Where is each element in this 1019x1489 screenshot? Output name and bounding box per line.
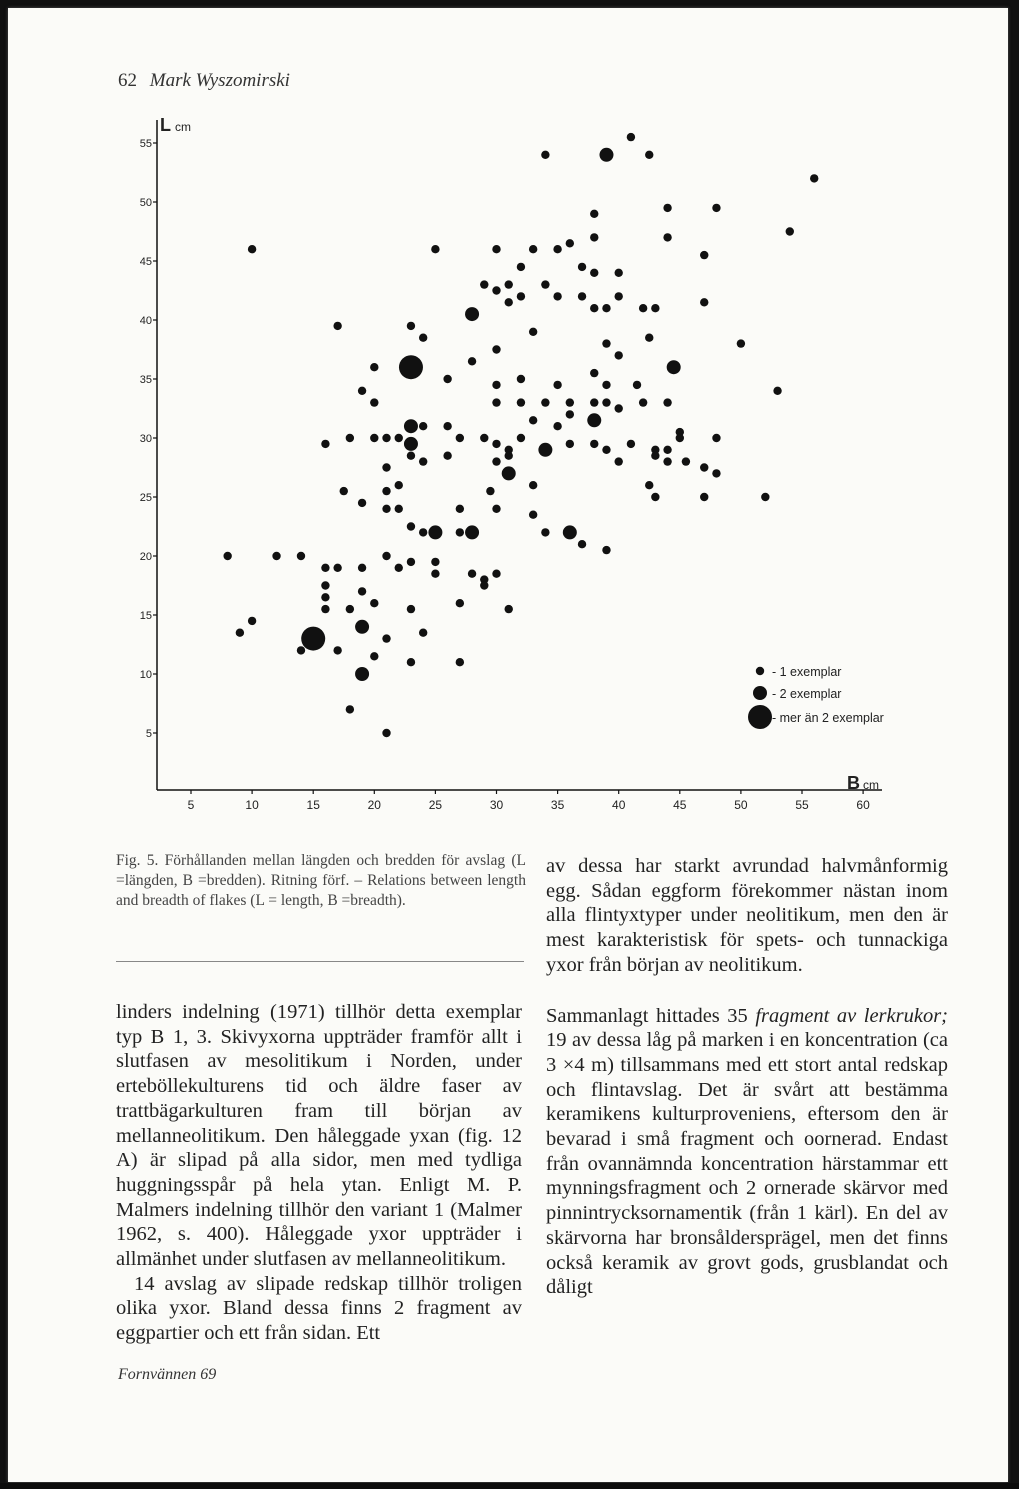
data-point (340, 487, 348, 495)
data-point (651, 452, 659, 460)
data-point (407, 322, 415, 330)
data-point (428, 525, 442, 539)
data-point (663, 398, 671, 406)
data-point (676, 434, 684, 442)
data-point (321, 593, 329, 601)
data-point (431, 245, 439, 253)
data-point (578, 263, 586, 271)
data-point (505, 452, 513, 460)
data-point (480, 434, 488, 442)
data-point (587, 413, 601, 427)
data-point (399, 355, 423, 379)
data-point (615, 269, 623, 277)
data-point (404, 419, 418, 433)
data-point (382, 463, 390, 471)
data-point (492, 381, 500, 389)
y-tick-label: 20 (139, 551, 152, 563)
data-point (627, 133, 635, 141)
data-point (358, 499, 366, 507)
figure-caption: Fig. 5. Förhållanden mellan längden och bredden för avslag (L =längden, B =bredden). Ritning förf. – Relations between length and breadth of flakes (L = length, B =breadth). (116, 852, 526, 909)
y-axis-label: Lcm (160, 115, 191, 135)
data-point (553, 381, 561, 389)
divider-rule (116, 961, 524, 962)
data-point (419, 334, 427, 342)
data-point (355, 667, 369, 681)
data-point (404, 437, 418, 451)
data-point (517, 434, 525, 442)
data-point (301, 627, 325, 651)
data-point (566, 239, 574, 247)
legend-marker (756, 667, 764, 675)
data-point (682, 457, 690, 465)
right-column (546, 854, 948, 1300)
data-point (700, 463, 708, 471)
data-point (407, 558, 415, 566)
data-point (645, 481, 653, 489)
data-point (700, 251, 708, 259)
data-point (590, 233, 598, 241)
data-point (651, 304, 659, 312)
data-point (553, 422, 561, 430)
data-point (529, 481, 537, 489)
author-name: Mark Wyszomirski (149, 70, 290, 91)
data-point (272, 552, 280, 560)
right-paragraph-2-italic: fragment av lerkrukor; (755, 1004, 949, 1027)
data-point (712, 204, 720, 212)
data-point (492, 570, 500, 578)
data-point (456, 505, 464, 513)
data-point (712, 469, 720, 477)
data-point (465, 525, 479, 539)
data-point (370, 652, 378, 660)
y-tick-label: 5 (145, 728, 152, 740)
data-point (529, 328, 537, 336)
data-point (645, 334, 653, 342)
data-point (737, 339, 745, 347)
y-tick-label: 25 (139, 492, 152, 504)
y-tick-label: 50 (139, 197, 152, 209)
x-tick-label: 55 (795, 798, 809, 812)
data-point (590, 269, 598, 277)
data-point (590, 440, 598, 448)
data-point (355, 620, 369, 634)
x-tick-label: 35 (550, 798, 565, 812)
x-tick-label: 60 (856, 798, 870, 812)
data-point (529, 416, 537, 424)
data-point (541, 151, 549, 159)
data-point (651, 493, 659, 501)
data-point (480, 280, 488, 288)
data-point (492, 245, 500, 253)
data-point (236, 629, 244, 637)
x-tick-label: 40 (612, 798, 626, 812)
data-point (465, 307, 479, 321)
data-point (456, 599, 464, 607)
data-point (700, 493, 708, 501)
data-point (431, 558, 439, 566)
data-point (645, 151, 653, 159)
x-axis-label: Bcm (847, 773, 879, 793)
scan-edge (0, 1483, 1019, 1489)
data-point (541, 280, 549, 288)
data-point (248, 245, 256, 253)
data-point (663, 233, 671, 241)
data-point (492, 457, 500, 465)
data-point (578, 540, 586, 548)
data-point (639, 398, 647, 406)
data-point (346, 705, 354, 713)
data-point (786, 227, 794, 235)
data-point (517, 375, 525, 383)
data-point (321, 581, 329, 589)
y-tick-label: 45 (139, 256, 152, 268)
x-tick-label: 30 (489, 798, 504, 812)
data-point (382, 487, 390, 495)
data-point (321, 440, 329, 448)
data-point (382, 552, 390, 560)
data-point (602, 546, 610, 554)
data-point (633, 381, 641, 389)
data-point (615, 404, 623, 412)
y-tick-label: 55 (139, 138, 152, 150)
page-number: 62 (118, 70, 137, 91)
data-point (346, 605, 354, 613)
data-point (395, 481, 403, 489)
legend-marker (753, 686, 767, 700)
data-point (602, 304, 610, 312)
data-point (541, 398, 549, 406)
data-point (382, 729, 390, 737)
data-point (370, 434, 378, 442)
data-point (382, 434, 390, 442)
data-point (395, 434, 403, 442)
data-point (407, 522, 415, 530)
x-tick-label: 5 (187, 798, 195, 812)
data-point (773, 387, 781, 395)
data-point (346, 434, 354, 442)
data-point (407, 658, 415, 666)
data-point (590, 369, 598, 377)
data-point (563, 525, 577, 539)
data-point (627, 440, 635, 448)
data-point (382, 505, 390, 513)
x-tick-label: 15 (306, 798, 320, 812)
data-point (517, 292, 525, 300)
y-tick-label: 30 (139, 433, 152, 445)
data-point (505, 298, 513, 306)
right-paragraph-1: av dessa har starkt avrundad halvmånformig egg. Sådan eggform förekommer nästan inom alla flintyxtyper under neolitikum, men den är mest karakteristisk för spets- och tunnackiga yxor från början av neolitikum. (546, 855, 948, 976)
data-point (382, 634, 390, 642)
data-point (248, 617, 256, 625)
left-column (116, 1000, 522, 1346)
data-point (395, 564, 403, 572)
y-tick-label: 15 (139, 610, 152, 622)
data-point (407, 605, 415, 613)
data-point (468, 570, 476, 578)
data-point (602, 398, 610, 406)
data-point (480, 581, 488, 589)
data-point (615, 457, 623, 465)
data-point (492, 440, 500, 448)
data-point (505, 605, 513, 613)
data-point (578, 292, 586, 300)
data-point (486, 487, 494, 495)
x-tick-label: 50 (734, 798, 748, 812)
y-tick-label: 10 (139, 669, 152, 681)
data-point (602, 381, 610, 389)
journal-footer: Fornvännen 69 (118, 1366, 217, 1383)
data-point (370, 599, 378, 607)
data-point (407, 452, 415, 460)
legend-label: - 2 exemplar (772, 687, 842, 701)
left-paragraph-1: linders indelning (1971) tillhör detta exemplar typ B 1, 3. Skivyxorna uppträder framför allt i slutfasen av mesolitikum i Norden, under erteböllekulturens tid och äldre faser av trattbägarkulturen fram till början av mellanneolitikum. Den håleggade yxan (fig. 12 A) är slipad på alla sidor, men med tydliga huggningsspår på hela ytan. Enligt M. P. Malmers indelning tillhör den variant 1 (Malmer 1962, s. 400). Håleggade yxor uppträder i allmänhet under slutfasen av mellanneolitikum. (116, 1001, 522, 1271)
data-point (443, 375, 451, 383)
data-point (602, 446, 610, 454)
data-point (443, 422, 451, 430)
data-point (663, 446, 671, 454)
data-point (590, 398, 598, 406)
data-point (615, 292, 623, 300)
data-point (602, 339, 610, 347)
data-point (223, 552, 231, 560)
data-point (297, 552, 305, 560)
x-tick-label: 25 (428, 798, 443, 812)
x-tick-label: 20 (367, 798, 381, 812)
data-point (810, 174, 818, 182)
data-point (333, 322, 341, 330)
data-point (663, 457, 671, 465)
data-point (456, 434, 464, 442)
data-point (529, 511, 537, 519)
legend-label: - 1 exemplar (772, 665, 842, 679)
data-point (431, 570, 439, 578)
data-point (419, 528, 427, 536)
y-tick-label: 35 (139, 374, 152, 386)
data-point (321, 605, 329, 613)
data-point (615, 351, 623, 359)
data-point (370, 398, 378, 406)
data-point (566, 440, 574, 448)
data-point (370, 363, 378, 371)
data-point (358, 564, 366, 572)
y-tick-label: 40 (139, 315, 152, 327)
right-paragraph-2-start: Sammanlagt hittades 35 (546, 1004, 756, 1027)
data-point (566, 410, 574, 418)
data-point (566, 398, 574, 406)
data-point (492, 398, 500, 406)
data-point (419, 629, 427, 637)
data-point (492, 345, 500, 353)
data-point (700, 298, 708, 306)
left-paragraph-2: 14 avslag av slipade redskap tillhör troligen olika yxor. Bland dessa finns 2 fragment av eggpartier och ett från sidan. Ett (116, 1272, 522, 1345)
data-point (599, 148, 613, 162)
data-point (590, 304, 598, 312)
data-point (553, 292, 561, 300)
data-point (663, 204, 671, 212)
data-point (468, 357, 476, 365)
data-point (419, 422, 427, 430)
data-point (667, 360, 681, 374)
data-point (502, 466, 516, 480)
data-point (538, 443, 552, 457)
legend-label: - mer än 2 exemplar (772, 711, 884, 725)
data-point (517, 398, 525, 406)
data-point (333, 646, 341, 654)
data-point (712, 434, 720, 442)
x-tick-label: 10 (245, 798, 259, 812)
legend-marker (748, 705, 772, 729)
data-point (492, 286, 500, 294)
data-point (321, 564, 329, 572)
data-point (297, 646, 305, 654)
right-paragraph-2 (546, 1004, 948, 1300)
right-paragraph-2-end: 19 av dessa låg på marken i en koncentration (ca 3 ×4 m) tillsammans med ett stort antal redskap och flintavslag. Det är svårt att bestämma keramikens kulturproveniens, eftersom den är bevarad i små fragment och oornerad. Endast från ovannämnda koncentration härstammar ett mynningsfragment och 2 ornerade skärvor med pinnintrycksornamentik (från 1 kärl). En del av skärvorna har bronsåldersprägel, men det finns också keramik av grovt gods, grusblandat och dåligt (546, 1029, 948, 1299)
data-point (333, 564, 341, 572)
data-point (541, 528, 549, 536)
data-point (456, 528, 464, 536)
data-point (419, 457, 427, 465)
data-point (529, 245, 537, 253)
data-point (761, 493, 769, 501)
data-point (358, 387, 366, 395)
data-point (639, 304, 647, 312)
data-point (358, 587, 366, 595)
data-point (395, 505, 403, 513)
data-point (517, 263, 525, 271)
data-point (443, 452, 451, 460)
data-point (505, 280, 513, 288)
data-point (553, 245, 561, 253)
data-point (590, 210, 598, 218)
data-point (492, 505, 500, 513)
x-tick-label: 45 (673, 798, 687, 812)
data-point (456, 658, 464, 666)
